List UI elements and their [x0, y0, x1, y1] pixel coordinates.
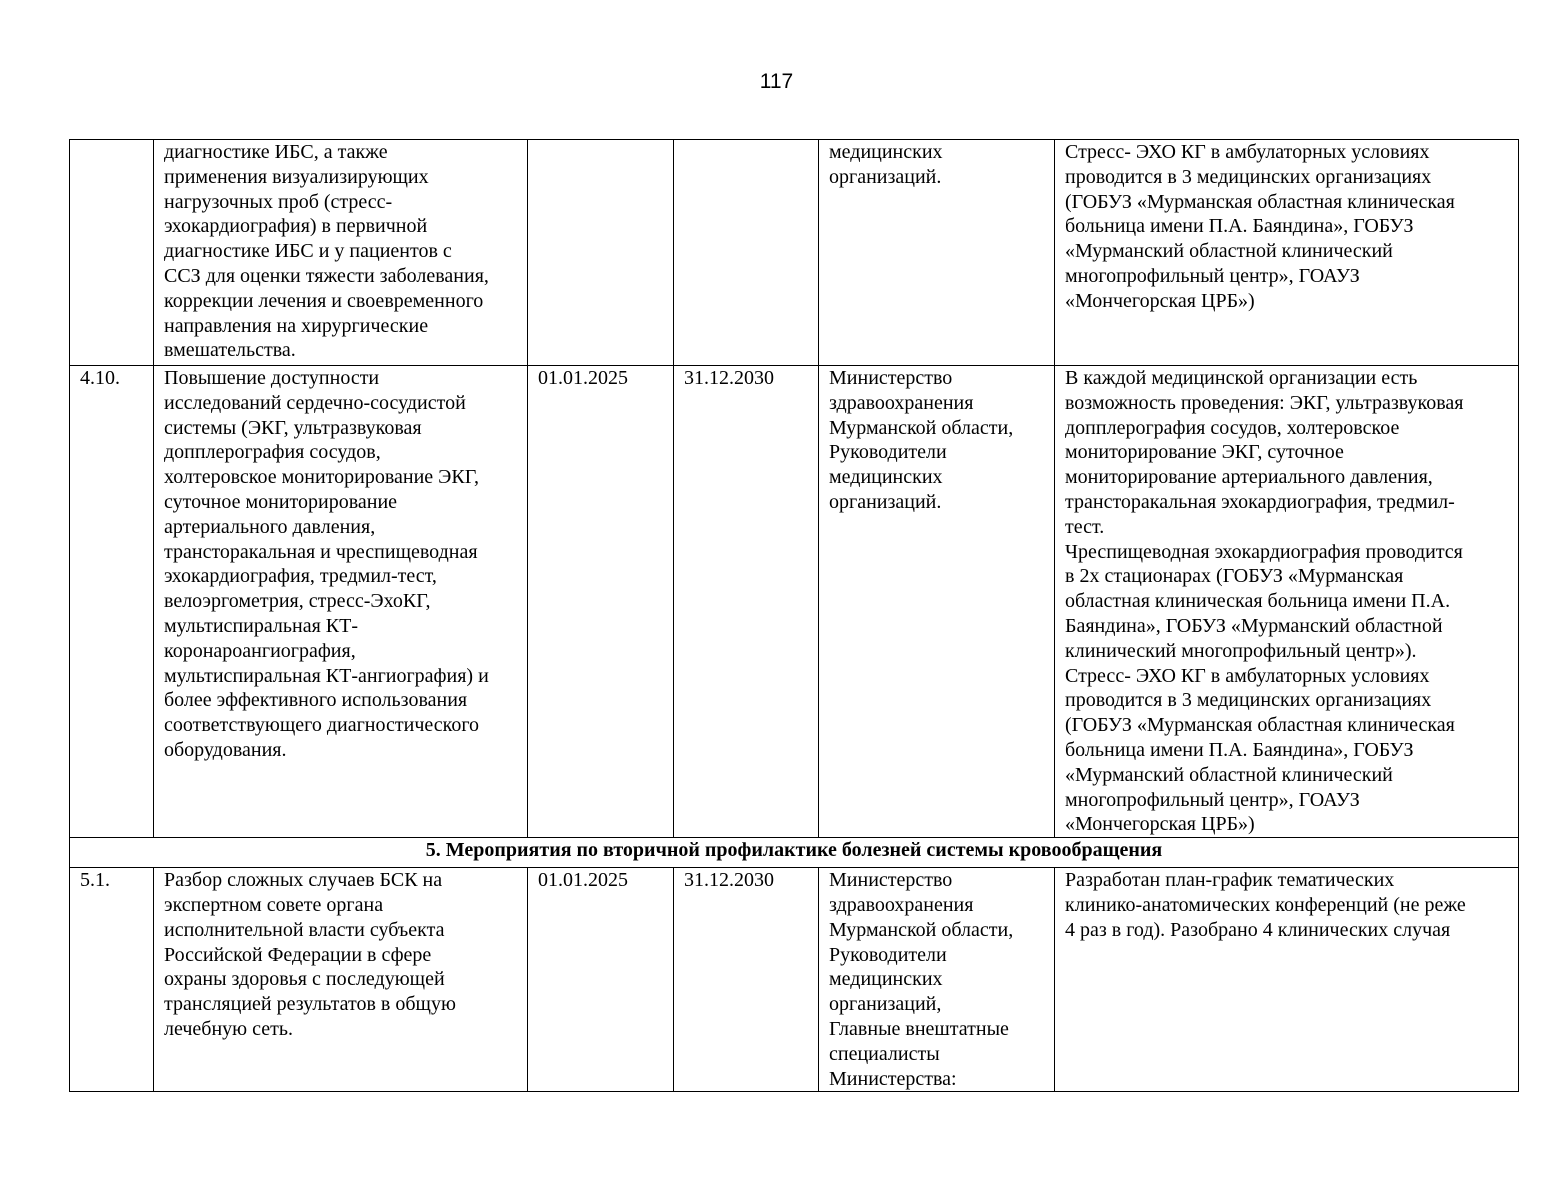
page-number: 117 — [759, 70, 794, 93]
cell-start-date — [528, 140, 674, 366]
measures-table — [69, 139, 1519, 1092]
cell-responsible: Министерство здравоохранения Мурманской области, Руководители медицинских организаций. — [819, 366, 1055, 838]
cell-number: 4.10. — [70, 366, 154, 838]
section-title: 5. Мероприятия по вторичной профилактике болезней системы кровообращения — [70, 838, 1519, 868]
cell-end-date: 31.12.2030 — [674, 868, 819, 1092]
cell-start-date: 01.01.2025 — [528, 366, 674, 838]
table-row-5-1 — [70, 868, 1519, 1092]
table-row-4-10 — [70, 366, 1519, 838]
cell-number — [70, 140, 154, 366]
cell-result: В каждой медицинской организации есть возможность проведения: ЭКГ, ультразвуковая допплерография сосудов, холтеровское мониторирование ЭКГ, суточное мониторирование артериального давления, трансторакальная эхокардиография, тредмил- тест. Чреспищеводная эхокардиография проводится в 2х стационарах (ГОБУЗ «Мурманская областная клиническая больница имени П.А. Баяндина», ГОБУЗ «Мурманский областной клинический многопрофильный центр»). Стресс- ЭХО КГ в амбулаторных условиях проводится в 3 медицинских организациях (ГОБУЗ «Мурманская областная клиническая больница имени П.А. Баяндина», ГОБУЗ «Мурманский областной клинический многопрофильный центр», ГОАУЗ «Мончегорская ЦРБ») — [1055, 366, 1519, 838]
cell-result: Разработан план-график тематических клинико-анатомических конференций (не реже 4 раз в год). Разобрано 4 клинических случая — [1055, 868, 1519, 1092]
cell-end-date — [674, 140, 819, 366]
cell-responsible: Министерство здравоохранения Мурманской области, Руководители медицинских организаций, Главные внештатные специалисты Министерства: — [819, 868, 1055, 1092]
cell-number: 5.1. — [70, 868, 154, 1092]
cell-start-date: 01.01.2025 — [528, 868, 674, 1092]
cell-responsible: медицинских организаций. — [819, 140, 1055, 366]
cell-result: Стресс- ЭХО КГ в амбулаторных условиях проводится в 3 медицинских организациях (ГОБУЗ «Мурманская областная клиническая больница имени П.А. Баяндина», ГОБУЗ «Мурманский областной клинический многопрофильный центр», ГОАУЗ «Мончегорская ЦРБ») — [1055, 140, 1519, 366]
cell-description: диагностике ИБС, а также применения визуализирующих нагрузочных проб (стресс- эхокардиография) в первичной диагностике ИБС и у пациентов с ССЗ для оценки тяжести заболевания, коррекции лечения и своевременного направления на хирургические вмешательства. — [154, 140, 528, 366]
table-row-continuation — [70, 140, 1519, 366]
cell-end-date: 31.12.2030 — [674, 366, 819, 838]
section-header-row — [70, 838, 1519, 868]
cell-description: Повышение доступности исследований сердечно-сосудистой системы (ЭКГ, ультразвуковая допплерография сосудов, холтеровское мониторирование ЭКГ, суточное мониторирование артериального давления, трансторакальная и чреспищеводная эхокардиография, тредмил-тест, велоэргометрия, стресс-ЭхоКГ, мультиспиральная КТ- коронароангиография, мультиспиральная КТ-ангиография) и более эффективного использования соответствующего диагностического оборудования. — [154, 366, 528, 838]
cell-description: Разбор сложных случаев БСК на экспертном совете органа исполнительной власти субъекта Российской Федерации в сфере охраны здоровья с последующей трансляцией результатов в общую лечебную сеть. — [154, 868, 528, 1092]
